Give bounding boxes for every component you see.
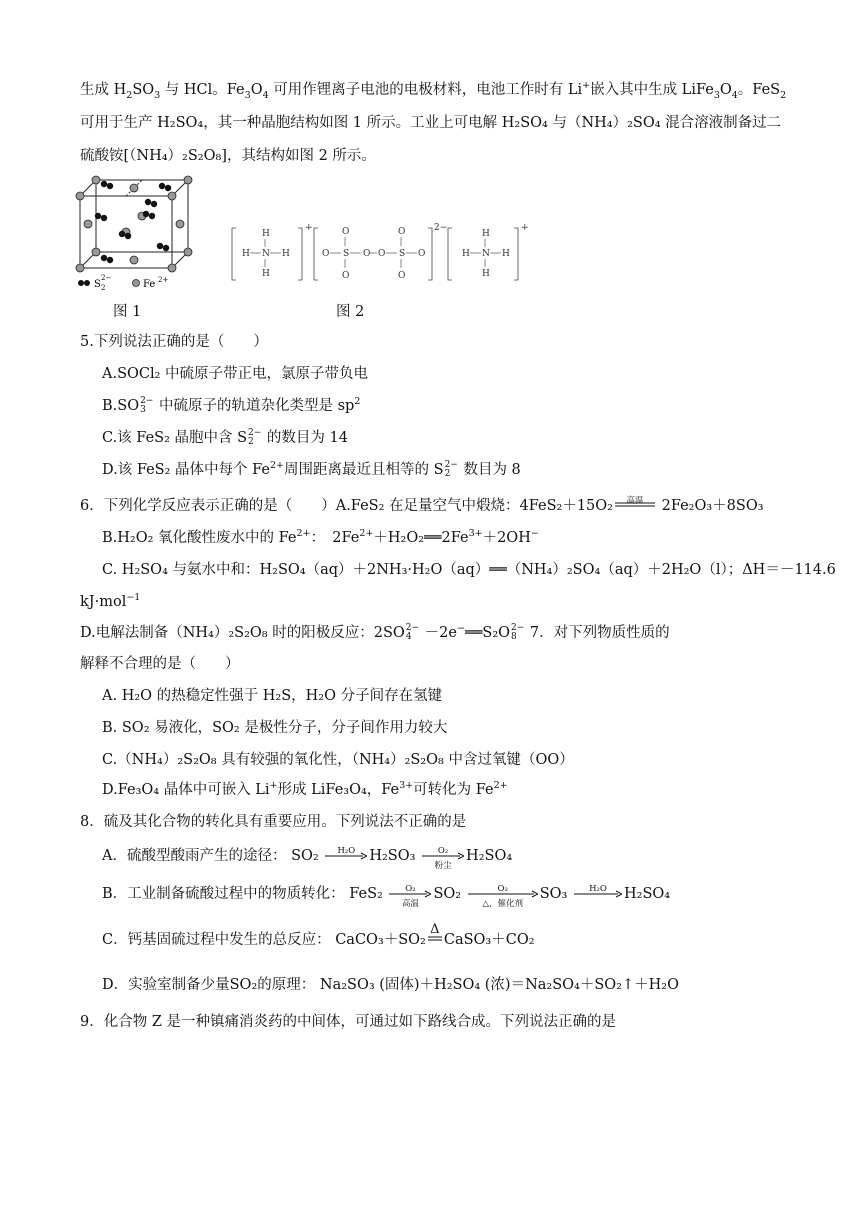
svg-text:O: O	[378, 249, 386, 259]
legend-fe2: Fe	[143, 279, 156, 290]
svg-text:H: H	[262, 269, 270, 279]
q8-stem: 8．硫及其化合物的转化具有重要应用。下列说法不正确的是	[80, 814, 467, 830]
svg-text:H: H	[282, 249, 290, 259]
svg-text:2: 2	[101, 284, 106, 292]
figure-2-structure	[230, 222, 530, 286]
svg-text:O: O	[398, 271, 406, 281]
svg-text:O: O	[342, 227, 350, 237]
q8-option-b: B．工业制备硫酸过程中的物质转化： FeS₂ O₂ 高温 SO₂ O₂ △，催化剂 SO₃ H₂O H₂SO₄	[102, 884, 671, 909]
q5-option-a: A.SOCl₂ 中硫原子带正电，氯原子带负电	[102, 366, 369, 382]
figure-1-unit-cell	[74, 172, 204, 294]
q5-option-c: C.该 FeS₂ 晶胞中含 S 2− 2 的数目为 14	[102, 428, 348, 447]
svg-text:O: O	[418, 249, 426, 259]
svg-text:H: H	[482, 269, 490, 279]
svg-text:O: O	[322, 249, 330, 259]
intro-line-1: 生成 $H_2SO_3$ 与 HCl。$Fe_3O_4$ 可用作锂离子电池的电极材料，电池工作时有 Li+嵌入其中生成 $LiFe_3O_4$。FeS$_2$	[80, 80, 787, 101]
figure-2-caption: 图 2	[336, 304, 365, 320]
svg-text:O: O	[342, 271, 350, 281]
q9-stem: 9．化合物 Z 是一种镇痛消炎药的中间体，可通过如下路线合成。下列说法正确的是	[80, 1014, 617, 1030]
svg-text:2−: 2−	[101, 274, 112, 282]
q6-option-c-unit: kJ·mol$^{-1}$	[80, 592, 141, 610]
q5-stem: 5.下列说法正确的是（ ）	[80, 334, 268, 350]
q7-option-b: B. SO₂ 易液化，SO₂ 是极性分子，分子间作用力较大	[102, 720, 448, 736]
q5-option-d: D.该 FeS₂ 晶体中每个 $Fe^{2+}$周围距离最近且相等的 S 2− 2 数目为 8	[102, 460, 521, 479]
svg-text:H: H	[242, 249, 250, 259]
svg-text:H: H	[262, 229, 270, 239]
q8-option-d: D．实验室制备少量SO₂的原理： Na₂SO₃ (固体)＋H₂SO₄ (浓)＝Na₂SO₄＋SO₂↑＋H₂O	[102, 977, 679, 993]
svg-text:H: H	[482, 229, 490, 239]
q7-option-d: D.Fe₃O₄ 晶体中可嵌入 Li+形成 LiFe₃O₄，$Fe^{3+}$可转化为 $Fe^{2+}$	[102, 780, 508, 798]
svg-text:S: S	[343, 249, 350, 259]
q6-option-b: B.H₂O₂ 氧化酸性废水中的 $Fe^{2+}$： $2Fe^{2+}+H_2O_2══2Fe^{3+}+2OH^-$	[102, 528, 539, 546]
svg-text:H: H	[502, 249, 510, 259]
q6-option-d: D.电解法制备（NH₄）₂S₂O₈ 时的阳极反应：2SO 2− 4 －2e−══S₂O 2− 8 7．对下列物质性质的	[80, 623, 670, 642]
svg-text:N: N	[262, 249, 270, 259]
svg-text:H: H	[462, 249, 470, 259]
q6-option-c: C. H₂SO₄ 与氨水中和：H₂SO₄（aq）＋2NH₃·H₂O（aq）══（NH₄）₂SO₄（aq）＋2H₂O（l）；ΔH＝－114.6	[102, 562, 836, 578]
svg-text:+: +	[305, 223, 313, 233]
q7-stem: 解释不合理的是（ ）	[80, 656, 240, 672]
q6-stem: 6．下列化学反应表示正确的是（ ）A.FeS₂ 在足量空气中煅烧：4FeS₂＋15O₂ 高温 2Fe₂O₃＋8SO₃	[80, 496, 764, 514]
legend-s2: S	[94, 279, 101, 290]
q7-option-a: A. H₂O 的热稳定性强于 H₂S，H₂O 分子间存在氢键	[102, 688, 443, 704]
svg-text:N: N	[482, 249, 490, 259]
figure-1-caption: 图 1	[113, 304, 142, 320]
q5-option-b: B.SO 2− 3 中硫原子的轨道杂化类型是 $sp^2$	[102, 396, 361, 415]
q8-option-c: C．钙基固硫过程中发生的总反应： CaCO₃＋SO₂ Δ CaSO₃＋CO₂	[102, 922, 535, 948]
svg-text:O: O	[398, 227, 406, 237]
intro-line-2: 可用于生产 H₂SO₄，其一种晶胞结构如图 1 所示。工业上可电解 H₂SO₄ 与（NH₄）₂SO₄ 混合溶液制备过二	[80, 115, 782, 131]
svg-text:2−: 2−	[434, 223, 448, 233]
svg-text:+: +	[521, 223, 529, 233]
svg-text:2+: 2+	[158, 276, 169, 284]
intro-line-3: 硫酸铵[（NH₄）₂S₂O₈]，其结构如图 2 所示。	[80, 148, 376, 164]
svg-text:S: S	[399, 249, 406, 259]
svg-text:O: O	[363, 249, 371, 259]
q8-option-a: A．硫酸型酸雨产生的途径： SO₂ H₂O H₂SO₃ O₂ 粉尘 H₂SO₄	[102, 846, 513, 871]
q7-option-c: C.（NH₄）₂S₂O₈ 具有较强的氧化性，（NH₄）₂S₂O₈ 中含过氧键（OO）	[102, 752, 574, 768]
